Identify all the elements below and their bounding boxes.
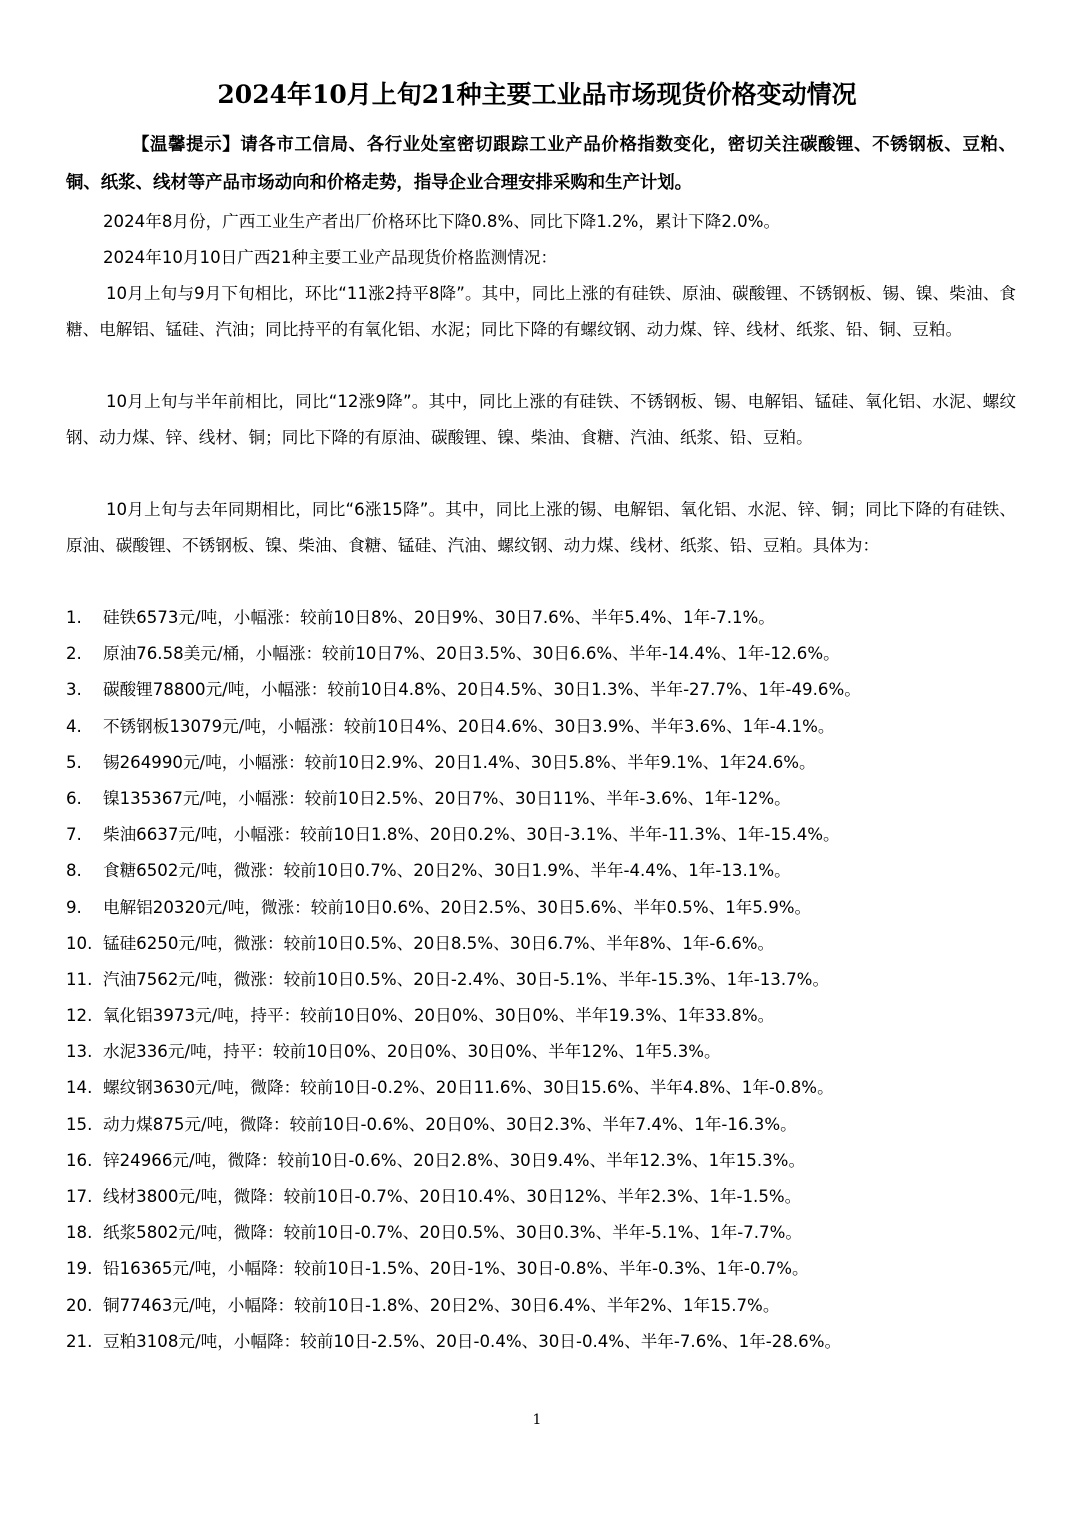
list-item-text: 线材3800元/吨，微降：较前10日-0.7%、20日10.4%、30日12%、半年2.3%、1年-1.5%。 bbox=[103, 1187, 802, 1206]
list-item bbox=[66, 1143, 1016, 1179]
list-item-text: 不锈钢板13079元/吨，小幅涨：较前10日4%、20日4.6%、30日3.9%、半年3.6%、1年-4.1%。 bbox=[103, 716, 835, 736]
list-item-text: 豆粕3108元/吨，小幅降：较前10日-2.5%、20日-0.4%、30日-0.4%、半年-7.6%、1年-28.6%。 bbox=[103, 1331, 842, 1351]
paragraph-ppi-summary: 2024年8月份，广西工业生产者出厂价格环比下降0.8%、同比下降1.2%，累计下降2.0%。 bbox=[103, 212, 781, 231]
list-item-number: 1. bbox=[66, 608, 82, 627]
list-item bbox=[66, 1288, 1016, 1324]
list-item-text: 铅16365元/吨，小幅降：较前10日-1.5%、20日-1%、30日-0.8%、半年-0.3%、1年-0.7%。 bbox=[103, 1259, 809, 1279]
list-item-number: 9. bbox=[66, 897, 82, 917]
list-item-text: 铜77463元/吨，小幅降：较前10日-1.8%、20日2%、30日6.4%、半年2%、1年15.7%。 bbox=[103, 1295, 780, 1315]
list-item bbox=[66, 1324, 1016, 1360]
paragraph-monitoring-intro: 2024年10月10日广西21种主要工业产品现货价格监测情况： bbox=[103, 248, 558, 267]
paragraph-half-year: 10月上旬与半年前相比，同比“12涨9降”。其中，同比上涨的有硅铁、不锈钢板、锡、电解铝、锰硅、氧化铝、水泥、螺纹钢、动力煤、锌、线材、铜；同比下降的有原油、碳酸锂、镍、柴油、食糖、汽油、纸浆、铅、豆粕。 bbox=[66, 392, 1016, 447]
list-item-number: 7. bbox=[66, 825, 82, 845]
list-item-number: 20. bbox=[66, 1295, 93, 1315]
list-item-text: 电解铝20320元/吨，微涨：较前10日0.6%、20日2.5%、30日5.6%、半年0.5%、1年5.9%。 bbox=[103, 897, 812, 917]
warm-tip-paragraph: 【温馨提示】请各市工信局、各行业处室密切跟踪工业产品价格指数变化，密切关注碳酸锂、不锈钢板、豆粕、铜、纸浆、线材等产品市场动向和价格走势，指导企业合理安排采购和生产计划。 bbox=[66, 135, 1016, 193]
list-item-text: 纸浆5802元/吨，微降：较前10日-0.7%、20日0.5%、30日0.3%、半年-5.1%、1年-7.7%。 bbox=[103, 1223, 802, 1243]
list-item bbox=[66, 998, 1016, 1034]
list-item-text: 镍135367元/吨，小幅涨：较前10日2.5%、20日7%、30日11%、半年-3.6%、1年-12%。 bbox=[103, 788, 791, 808]
paragraph-year-on-year: 10月上旬与去年同期相比，同比“6涨15降”。其中，同比上涨的锡、电解铝、氧化铝、水泥、锌、铜；同比下降的有硅铁、原油、碳酸锂、不锈钢板、镍、柴油、食糖、锰硅、汽油、螺纹钢、动力煤、线材、纸浆、铅、豆粕。具体为： bbox=[66, 500, 1016, 555]
list-item-text: 食糖6502元/吨，微涨：较前10日0.7%、20日2%、30日1.9%、半年-4.4%、1年-13.1%。 bbox=[103, 861, 791, 881]
document-title: 2024年10月上旬21种主要工业品市场现货价格变动情况 bbox=[217, 80, 857, 109]
list-item bbox=[66, 817, 1016, 853]
list-item bbox=[66, 853, 1016, 889]
list-item bbox=[66, 745, 1016, 781]
list-item bbox=[66, 672, 1016, 708]
list-item-text: 水泥336元/吨，持平：较前10日0%、20日0%、30日0%、半年12%、1年5.3%。 bbox=[103, 1042, 721, 1062]
list-item bbox=[66, 1107, 1016, 1143]
list-item-number: 17. bbox=[66, 1187, 93, 1206]
list-item-text: 汽油7562元/吨，微涨：较前10日0.5%、20日-2.4%、30日-5.1%、半年-15.3%、1年-13.7%。 bbox=[103, 969, 830, 989]
list-item-number: 2. bbox=[66, 644, 82, 664]
list-item bbox=[66, 890, 1016, 926]
paragraph-month-on-month: 10月上旬与9月下旬相比，环比“11涨2持平8降”。其中，同比上涨的有硅铁、原油、碳酸锂、不锈钢板、锡、镍、柴油、食糖、电解铝、锰硅、汽油；同比持平的有氧化铝、水泥；同比下降的有螺纹钢、动力煤、锌、线材、纸浆、铅、铜、豆粕。 bbox=[66, 284, 1016, 339]
list-item-text: 螺纹钢3630元/吨，微降：较前10日-0.2%、20日11.6%、30日15.6%、半年4.8%、1年-0.8%。 bbox=[103, 1078, 834, 1098]
list-item-number: 13. bbox=[66, 1042, 93, 1062]
list-item bbox=[66, 1034, 1016, 1070]
list-item-number: 4. bbox=[66, 716, 82, 736]
list-item-number: 5. bbox=[66, 752, 82, 772]
list-item-number: 18. bbox=[66, 1223, 93, 1243]
list-item-number: 21. bbox=[66, 1331, 93, 1351]
list-item-number: 10. bbox=[66, 933, 93, 953]
list-item-number: 6. bbox=[66, 788, 82, 808]
list-item-number: 15. bbox=[66, 1114, 93, 1134]
list-item-text: 锡264990元/吨，小幅涨：较前10日2.9%、20日1.4%、30日5.8%、半年9.1%、1年24.6%。 bbox=[103, 752, 816, 772]
list-item-number: 3. bbox=[66, 680, 82, 700]
list-item bbox=[66, 636, 1016, 672]
list-item-number: 14. bbox=[66, 1078, 93, 1098]
list-item-number: 11. bbox=[66, 969, 93, 989]
list-item bbox=[66, 600, 1016, 636]
list-item-number: 12. bbox=[66, 1006, 93, 1026]
price-item-list bbox=[66, 600, 1016, 1360]
list-item-text: 原油76.58美元/桶，小幅涨：较前10日7%、20日3.5%、30日6.6%、半年-14.4%、1年-12.6%。 bbox=[103, 644, 840, 664]
list-item-number: 19. bbox=[66, 1259, 93, 1279]
list-item bbox=[66, 1179, 1016, 1215]
list-item bbox=[66, 709, 1016, 745]
list-item bbox=[66, 1251, 1016, 1287]
list-item bbox=[66, 781, 1016, 817]
list-item bbox=[66, 1070, 1016, 1106]
list-item bbox=[66, 962, 1016, 998]
list-item-text: 锰硅6250元/吨，微涨：较前10日0.5%、20日8.5%、30日6.7%、半年8%、1年-6.6%。 bbox=[103, 933, 775, 953]
list-item bbox=[66, 1215, 1016, 1251]
list-item bbox=[66, 926, 1016, 962]
list-item-text: 锌24966元/吨，微降：较前10日-0.6%、20日2.8%、30日9.4%、半年12.3%、1年15.3%。 bbox=[103, 1150, 806, 1170]
list-item-number: 8. bbox=[66, 861, 82, 881]
list-item-text: 柴油6637元/吨，小幅涨：较前10日1.8%、20日0.2%、30日-3.1%、半年-11.3%、1年-15.4%。 bbox=[103, 825, 840, 845]
page-number: 1 bbox=[532, 1412, 542, 1428]
list-item-text: 硅铁6573元/吨，小幅涨：较前10日8%、20日9%、30日7.6%、半年5.4%、1年-7.1%。 bbox=[103, 608, 775, 627]
list-item-text: 动力煤875元/吨，微降：较前10日-0.6%、20日0%、30日2.3%、半年7.4%、1年-16.3%。 bbox=[103, 1114, 797, 1134]
list-item-number: 16. bbox=[66, 1150, 93, 1170]
list-item-text: 氧化铝3973元/吨，持平：较前10日0%、20日0%、30日0%、半年19.3%、1年33.8%。 bbox=[103, 1006, 775, 1026]
list-item-text: 碳酸锂78800元/吨，小幅涨：较前10日4.8%、20日4.5%、30日1.3%、半年-27.7%、1年-49.6%。 bbox=[103, 680, 861, 700]
